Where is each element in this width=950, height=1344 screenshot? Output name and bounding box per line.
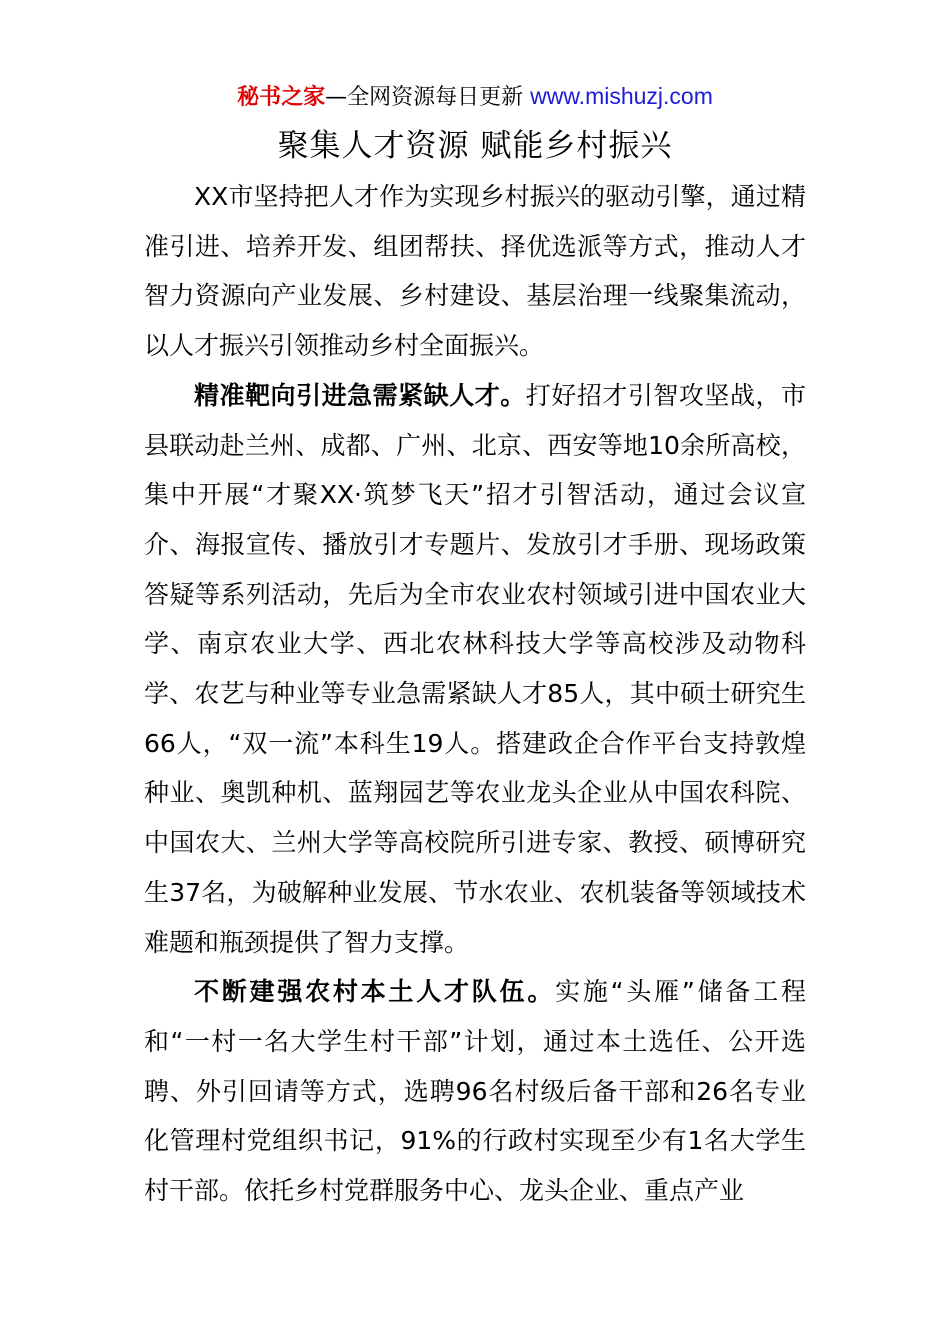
paragraph-text: 实施“头雁”储备工程和“一村一名大学生村干部”计划，通过本土选任、公开选聘、外引回请等方式，选聘96名村级后备干部和26名专业化管理村党组织书记，91%的行政村实现至少有1名大学生村干部。依托乡村党群服务中心、龙头企业、重点产业 <box>144 977 806 1206</box>
document-title: 聚集人才资源 赋能乡村振兴 <box>277 128 673 164</box>
header-tagline: —全网资源每日更新 <box>325 85 531 110</box>
paragraph-text: 打好招才引智攻坚战，市县联动赴兰州、成都、广州、北京、西安等地10余所高校，集中开展“才聚XX·筑梦飞天”招才引智活动，通过会议宣介、海报宣传、播放引才专题片、发放引才手册、现场政策答疑等系列活动，先后为全市农业农村领域引进中国农业大学、南京农业大学、西北农林科技大学等高校涉及动物科学、农艺与种业等专业急需紧缺人才85人，其中硕士研究生66人，“双一流”本科生19人。搭建政企合作平台支持敦煌种业、奥凯种机、蓝翔园艺等农业龙头企业从中国农科院、中国农大、兰州大学等高校院所引进专家、教授、硕博研究生37名，为破解种业发展、节水农业、农机装备等领域技术难题和瓶颈提供了智力支撑。 <box>144 380 806 957</box>
paragraph-lead: 不断建强农村本土人才队伍。 <box>194 977 556 1007</box>
paragraph-local-talent <box>144 967 806 1216</box>
paragraph-lead: 精准靶向引进急需紧缺人才。 <box>194 380 526 410</box>
site-url-link[interactable]: www.mishuzj.com <box>530 83 713 109</box>
document-body <box>144 172 806 1216</box>
paragraph-text: XX市坚持把人才作为实现乡村振兴的驱动引擎，通过精准引进、培养开发、组团帮扶、择优选派等方式，推动人才智力资源向产业发展、乡村建设、基层治理一线聚集流动，以人才振兴引领推动乡村全面振兴。 <box>144 182 806 361</box>
paragraph-intro <box>144 172 806 371</box>
paragraph-talent-introduction <box>144 371 806 967</box>
brand-name: 秘书之家 <box>237 85 326 110</box>
site-header <box>0 80 950 114</box>
